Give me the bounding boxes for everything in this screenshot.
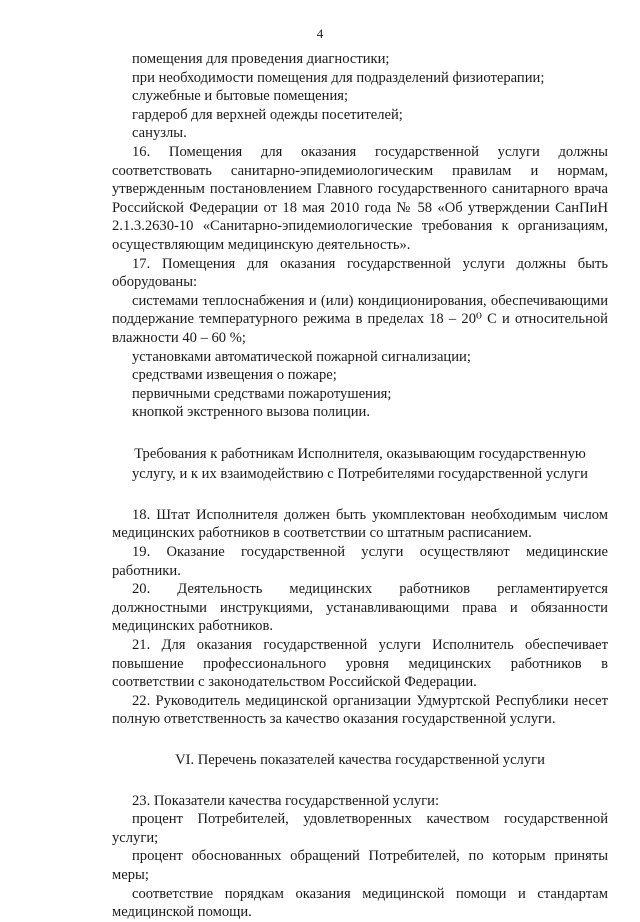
paragraph-23: 23. Показатели качества государственной услуги: xyxy=(132,792,440,809)
section-heading-workers xyxy=(112,444,608,484)
paragraph-20: 20. Деятельность медицинских работников регламентируется должностными инструкциями, устанавливающими права и обязанности медицинских работников. xyxy=(112,581,608,635)
list-item-extinguishers: первичными средствами пожаротушения; xyxy=(132,385,392,402)
list-item-physiotherapy: при необходимости помещения для подразделений физиотерапии; xyxy=(132,69,545,86)
document-body xyxy=(112,50,608,922)
section-heading-6: VI. Перечень показателей качества государственной услуги xyxy=(175,752,545,768)
list-item-fire-alarm: установками автоматической пожарной сигнализации; xyxy=(132,348,471,365)
list-item-diagnostics: помещения для проведения диагностики; xyxy=(132,51,390,67)
paragraph-23-item-complaints: процент обоснованных обращений Потребителей, по которым приняты меры; xyxy=(112,848,608,883)
page-number: 4 xyxy=(316,26,324,41)
list-item-wardrobe: гардероб для верхней одежды посетителей; xyxy=(132,106,403,123)
list-item-toilets: санузлы. xyxy=(132,125,187,142)
paragraph-19: 19. Оказание государственной услуги осуществляют медицинские работники. xyxy=(112,544,608,579)
paragraph-18: 18. Штат Исполнителя должен быть укомплектован необходимым числом медицинских работников в соответствии со штатным расписанием. xyxy=(112,506,608,542)
list-item-police-button: кнопкой экстренного вызова полиции. xyxy=(132,404,370,421)
paragraph-22: 22. Руководитель медицинской организации Удмуртской Республики несет полную ответственность за качество оказания государственной услуги. xyxy=(112,692,608,728)
heading-workers-line-1: Требования к работникам Исполнителя, оказывающим государственную xyxy=(134,445,586,462)
paragraph-23-item-satisfied: процент Потребителей, удовлетворенных качеством государственной услуги; xyxy=(112,811,608,846)
paragraph-21: 21. Для оказания государственной услуги Исполнитель обеспечивает повышение профессионального уровня медицинских работников в соответствии с законодательством Российской Федерации. xyxy=(112,637,608,691)
paragraph-16: 16. Помещения для оказания государственной услуги должны соответствовать санитарно-эпидемиологическим правилам и нормам, утвержденным постановлением Главного государственного санитарного врача Российской Федерации от 18 мая 2010 года № 58 «Об утверждении СанПиН 2.1.3.2630-10 «Санитарно-эпидемиологические требования к организациям, осуществляющим медицинскую деятельность». xyxy=(112,143,608,253)
list-item-service-rooms: служебные и бытовые помещения; xyxy=(132,88,349,105)
list-item-fire-notification: средствами извещения о пожаре; xyxy=(132,367,337,384)
paragraph-17: 17. Помещения для оказания государственной услуги должны быть оборудованы: xyxy=(112,255,608,291)
paragraph-17-item-heating: системами теплоснабжения и (или) кондиционирования, обеспечивающими поддержание температурного режима в пределах 18 – 20⁰ С и относительной влажности 40 – 60 %; xyxy=(112,292,608,346)
paragraph-23-item-standards: соответствие порядкам оказания медицинской помощи и стандартам медицинской помощи. xyxy=(112,885,608,921)
heading-workers-line-2: услугу, и к их взаимодействию с Потребителями государственной услуги xyxy=(132,465,588,482)
